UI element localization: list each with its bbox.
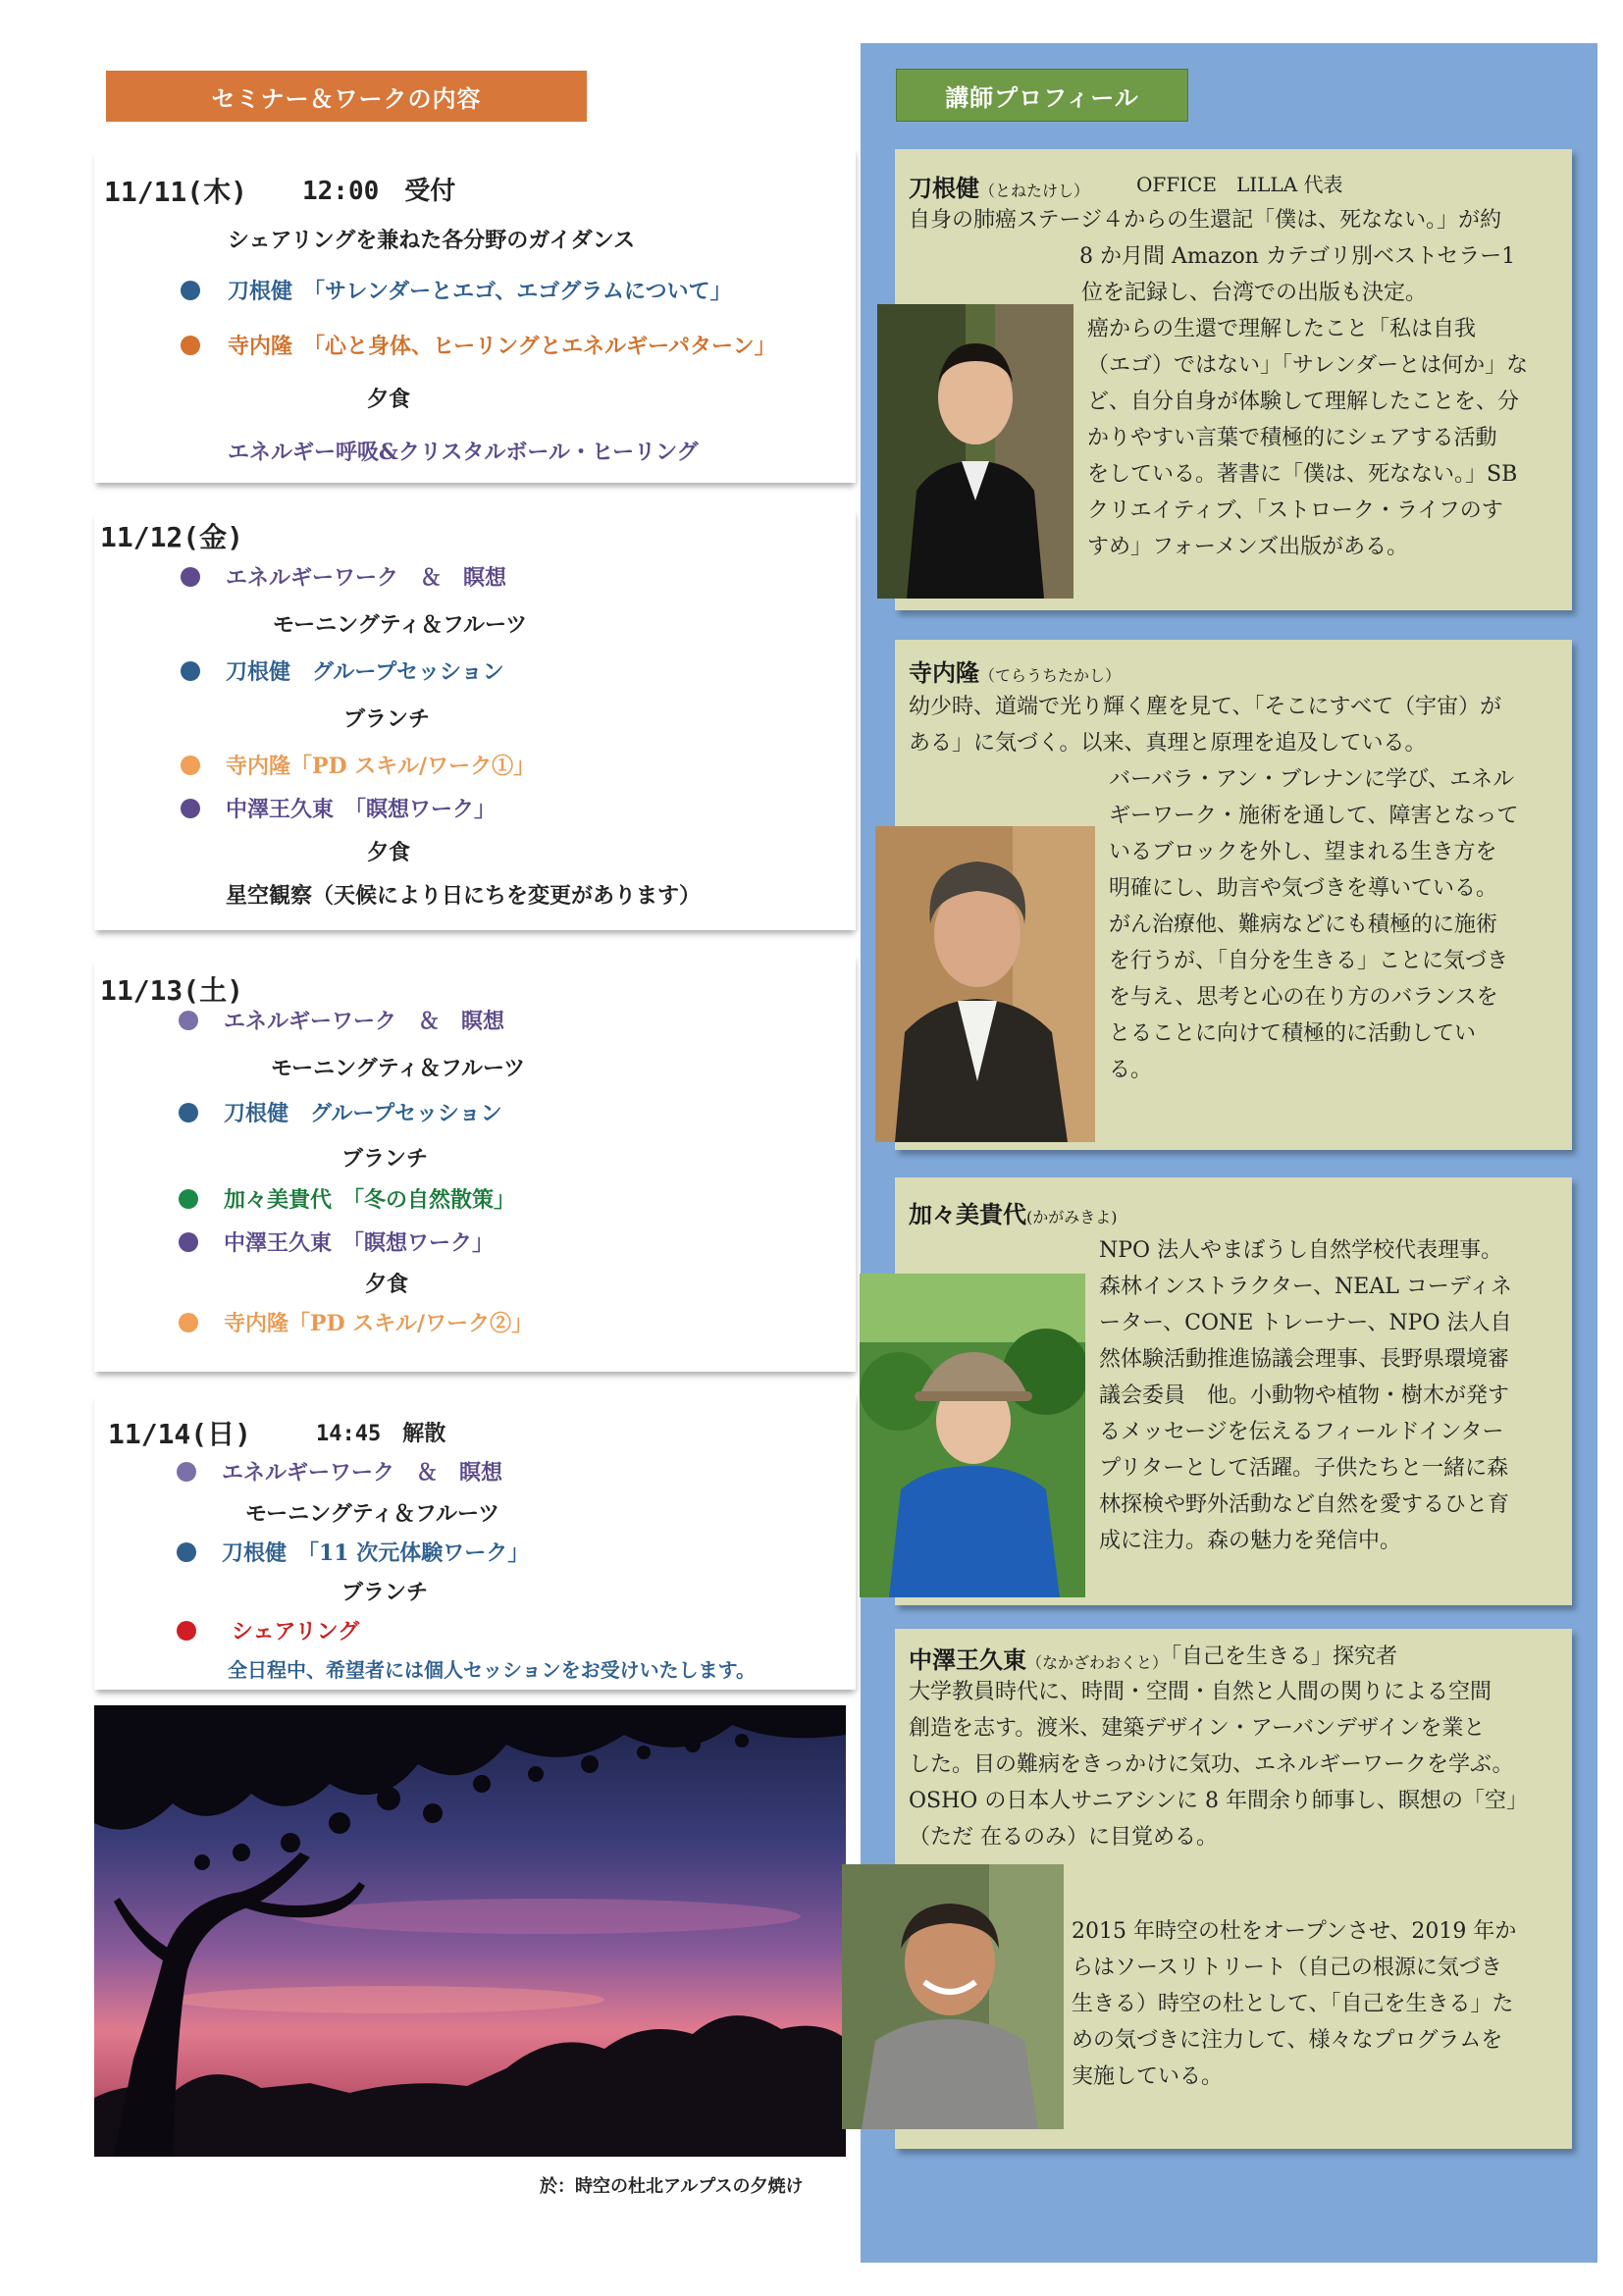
profile-kagami-name [909, 1195, 1118, 1229]
profile-box-kagami [895, 1177, 1572, 1605]
bullet-dot [179, 1313, 198, 1332]
bullet-dot [179, 1103, 198, 1122]
instructor-profile-header: 講師プロフィール [896, 69, 1188, 122]
day3-meditation-work: 中澤王久東 「瞑想ワーク」 [224, 1230, 495, 1256]
day2-date: 11/12(金) [100, 521, 244, 553]
day4-time: 14:45 解散 [316, 1422, 446, 1446]
name-text: 中澤王久東 [909, 1645, 1026, 1674]
profile-nakazawa-line: した。目の難病をきっかけに気功、エネルギーワークを学ぶ。 [909, 1752, 1514, 1777]
day1-guidance: シェアリングを兼ねた各分野のガイダンス [228, 228, 636, 253]
bullet-dot [177, 1462, 196, 1482]
profile-nakazawa-line: 実施している。 [1072, 2064, 1224, 2089]
schedule-card-day1 [94, 149, 856, 483]
day3-pd-skill: 寺内隆「PD スキル/ワーク②」 [224, 1311, 534, 1336]
day3-group-session: 刀根健 グループセッション [224, 1101, 502, 1126]
profile-box-tone [895, 149, 1572, 610]
profile-tone-line: ど、自分自身が体験して理解したことを、分 [1087, 390, 1520, 414]
profile-box-nakazawa [895, 1629, 1572, 2149]
schedule-card-day3 [94, 956, 856, 1372]
day1-date: 11/11(木) [104, 176, 248, 208]
profile-kagami-line: プリターとして活躍。子供たちと一緒に森 [1099, 1456, 1509, 1481]
profile-tone-line: 自身の肺癌ステージ４からの生還記「僕は、死なない。」が約 [909, 208, 1502, 233]
profile-terauchi-line: ある」に気づく。以来、真理と原理を追及している。 [909, 731, 1427, 756]
day2-dinner: 夕食 [367, 840, 411, 865]
reading-text: （なかざわおくと） [1026, 1653, 1169, 1672]
profile-terauchi-line: を行うが、「自分を生きる」ことに気づき [1109, 949, 1509, 973]
profile-nakazawa-line: 創造を志す。渡米、建築デザイン・アーバンデザインを業と [909, 1716, 1486, 1741]
profile-kagami-line: 林探検や野外活動など自然を愛するひと育 [1099, 1492, 1510, 1517]
profile-kagami-line: 成に注力。森の魅力を発信中。 [1099, 1529, 1402, 1553]
bullet-dot [181, 756, 200, 775]
day4-energy-work: エネルギーワーク ＆ 瞑想 [222, 1460, 503, 1486]
profile-tone-line: 癌からの生還で理解したこと「私は自我 [1087, 317, 1477, 341]
profile-terauchi-line: がん治療他、難病などにも積極的に施術 [1109, 913, 1498, 937]
bullet-dot [177, 1542, 196, 1562]
profile-terauchi-line: を与え、思考と心の在り方のバランスを [1109, 985, 1498, 1010]
day2-morning-tea: モーニングティ＆フルーツ [273, 612, 528, 638]
day3-brunch: ブランチ [341, 1146, 429, 1172]
profile-kagami-line: 森林インストラクター、NEAL コーディネ [1099, 1275, 1513, 1299]
schedule-card-day4 [94, 1393, 856, 1690]
profile-terauchi-photo [875, 826, 1095, 1142]
profile-kagami-line: NPO 法人やまぼうし自然学校代表理事。 [1099, 1238, 1503, 1263]
profile-terauchi-line: 幼少時、道端で光り輝く塵を見て、「そこにすべて（宇宙）が [909, 695, 1502, 719]
profile-tone-line: をしている。著書に「僕は、死なない。」SB [1087, 462, 1518, 487]
day3-dinner: 夕食 [365, 1272, 409, 1297]
day4-sharing: シェアリング [232, 1619, 360, 1644]
bullet-dot [181, 799, 200, 818]
bullet-dot [181, 661, 200, 681]
profile-nakazawa-line: 2015 年時空の杜をオープンさせ、2019 年か [1072, 1919, 1517, 1944]
name-text: 刀根健 [909, 174, 979, 202]
profile-kagami-line: 然体験活動推進協議会理事、長野県環境審 [1099, 1347, 1510, 1372]
profile-tone-title: OFFICE LILLA 代表 [1136, 173, 1343, 196]
profile-nakazawa-line: らはソースリトリート（自己の根源に気づき [1072, 1956, 1502, 1980]
profile-nakazawa-line: （ただ 在るのみ）に目覚める。 [909, 1825, 1218, 1850]
profile-tone-photo [877, 304, 1073, 599]
day4-date: 11/14(日) [108, 1418, 252, 1450]
profile-terauchi-name [909, 653, 1121, 688]
seminar-content-header: セミナー＆ワークの内容 [106, 71, 587, 122]
profile-terauchi-line: いるブロックを外し、望まれる生き方を [1109, 840, 1497, 864]
profile-terauchi-line: る。 [1109, 1058, 1153, 1082]
bullet-dot [181, 336, 200, 355]
day2-pd-skill: 寺内隆「PD スキル/ワーク①」 [226, 754, 536, 779]
reading-text: (かがみきよ) [1026, 1208, 1118, 1226]
day2-brunch: ブランチ [343, 706, 431, 732]
photo-caption: 於：時空の杜北アルプスの夕焼け [540, 2176, 804, 2197]
day2-stargazing: 星空観察（天候により日にちを変更があります） [226, 883, 702, 909]
profile-nakazawa-line: めの気づきに注力して、様々なプログラムを [1072, 2028, 1503, 2053]
profile-tone-line: かりやすい言葉で積極的にシェアする活動 [1087, 426, 1497, 450]
name-text: 寺内隆 [909, 658, 979, 687]
bullet-dot [181, 281, 200, 300]
day4-11d-work: 刀根健 「11 次元体験ワーク」 [222, 1540, 530, 1566]
bullet-dot [179, 1189, 198, 1209]
profile-terauchi-line: とることに向けて積極的に活動してい [1109, 1021, 1477, 1046]
sunset-photo [94, 1705, 846, 2157]
profile-kagami-line: るメッセージを伝えるフィールドインター [1099, 1420, 1504, 1444]
profile-nakazawa-photo [842, 1864, 1064, 2129]
profile-nakazawa-line: 大学教員時代に、時間・空間・自然と人間の関りによる空間 [909, 1680, 1492, 1704]
profile-kagami-line: ーター、CONE トレーナー、NPO 法人自 [1099, 1311, 1512, 1335]
day2-meditation-work: 中澤王久東 「瞑想ワーク」 [226, 797, 497, 822]
schedule-card-day2 [94, 510, 856, 930]
day3-morning-tea: モーニングティ＆フルーツ [271, 1056, 526, 1081]
profile-nakazawa-title: 「自己を生きる」探究者 [1160, 1644, 1398, 1669]
profile-tone-line: （エゴ）ではない」「サレンダーとは何か」な [1087, 353, 1529, 378]
day1-crystal-healing: エネルギー呼吸&クリスタルボール・ヒーリング [228, 440, 699, 465]
profile-tone-name [909, 169, 1089, 203]
day3-winter-walk: 加々美貴代 「冬の自然散策」 [224, 1187, 516, 1213]
name-text: 加々美貴代 [909, 1200, 1026, 1228]
profile-terauchi-line: ギーワーク・施術を通して、障害となって [1109, 804, 1519, 828]
profile-nakazawa-line: OSHO の日本人サニアシンに 8 年間余り師事し、瞑想の「空」 [909, 1789, 1528, 1813]
profile-nakazawa-name [909, 1641, 1168, 1675]
profile-kagami-line: 議会委員 他。小動物や植物・樹木が発す [1099, 1383, 1510, 1408]
profile-tone-line: 8 か月間 Amazon カテゴリ別ベストセラー1 [1079, 244, 1516, 269]
day3-energy-work: エネルギーワーク ＆ 瞑想 [224, 1009, 505, 1034]
day1-dinner: 夕食 [367, 387, 411, 412]
profile-tone-line: すめ」フォーメンズ出版がある。 [1087, 535, 1409, 559]
bullet-dot [179, 1011, 198, 1030]
day2-group-session: 刀根健 グループセッション [226, 659, 504, 685]
reading-text: （とねたけし） [979, 182, 1090, 200]
bullet-dot [179, 1232, 198, 1252]
day4-morning-tea: モーニングティ＆フルーツ [245, 1501, 500, 1527]
profile-nakazawa-line: 生きる）時空の杜として、「自己を生きる」た [1072, 1992, 1514, 2016]
day3-date: 11/13(土) [100, 974, 244, 1007]
day4-brunch: ブランチ [341, 1580, 429, 1605]
day1-terauchi-session: 寺内隆 「心と身体、ヒーリングとエネルギーパターン」 [228, 334, 776, 359]
day2-energy-work: エネルギーワーク ＆ 瞑想 [226, 565, 507, 591]
day1-time: 12:00 受付 [302, 177, 456, 206]
reading-text: （てらうちたかし） [979, 666, 1122, 685]
bullet-dot [177, 1621, 196, 1641]
day4-personal-session-note: 全日程中、希望者には個人セッションをお受けいたします。 [228, 1658, 756, 1682]
profile-terauchi-line: バーバラ・アン・ブレナンに学び、エネル [1109, 767, 1515, 792]
bullet-dot [181, 567, 200, 587]
profile-tone-line: クリエイティブ、「ストローク・ライフのす [1087, 498, 1503, 523]
profile-box-terauchi [895, 640, 1572, 1150]
profile-tone-line: 位を記録し、台湾での出版も決定。 [1081, 281, 1428, 305]
profile-terauchi-line: 明確にし、助言や気づきを導いている。 [1109, 876, 1498, 901]
day1-tone-session: 刀根健 「サレンダーとエゴ、エゴグラムについて」 [228, 279, 732, 304]
profile-kagami-photo [860, 1274, 1085, 1597]
